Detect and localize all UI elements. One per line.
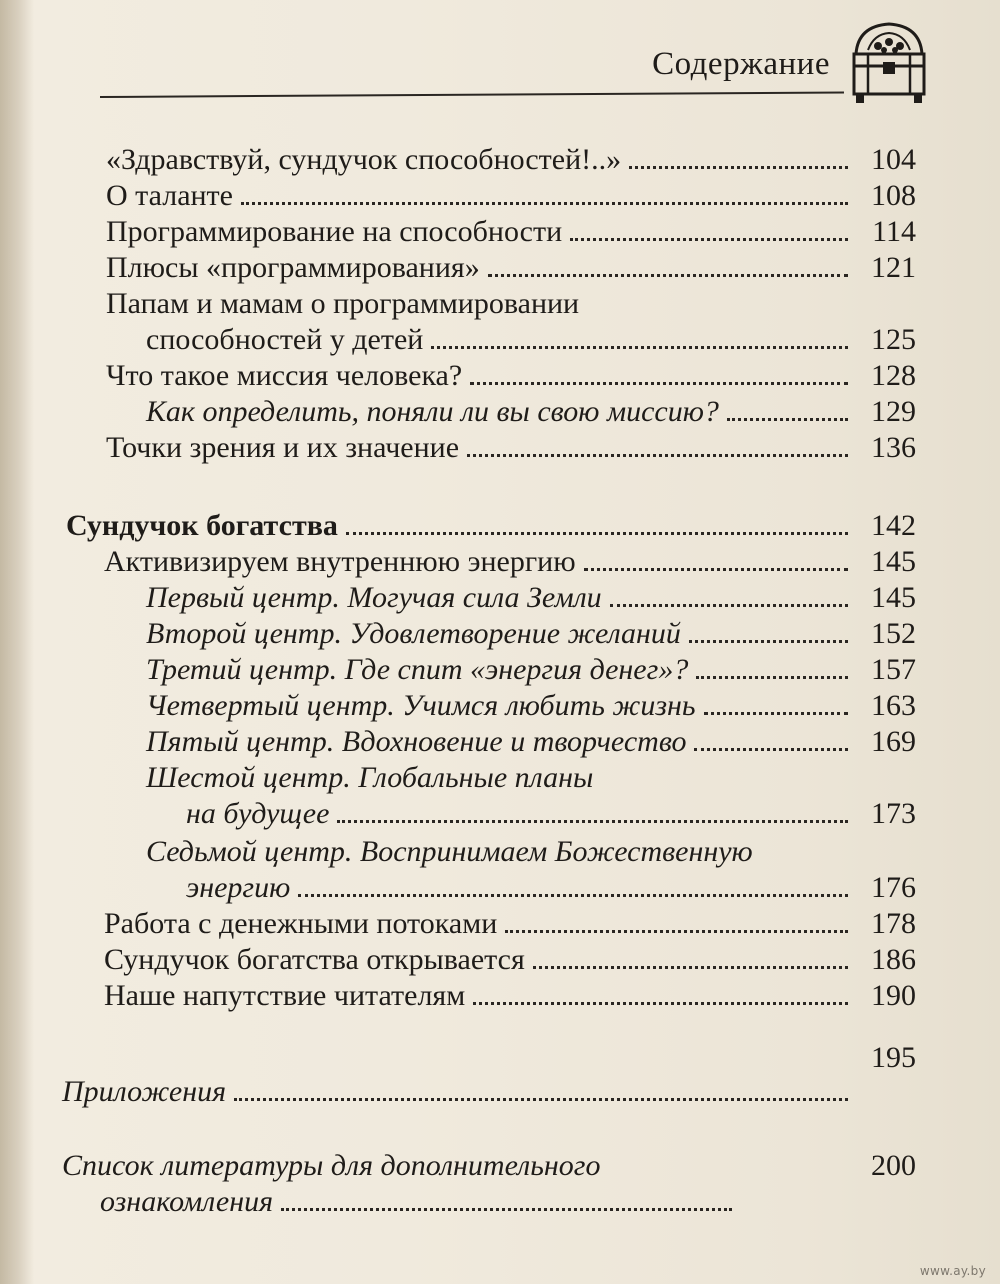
toc-entry-title: Папам и мамам о программировании — [106, 287, 580, 320]
toc-leader-dots — [281, 1208, 732, 1211]
watermark: www.ay.by — [919, 1264, 986, 1278]
toc-entry-page: 195 — [871, 1041, 916, 1074]
toc-entry-page: 121 — [871, 251, 916, 284]
toc-entry[interactable] — [104, 938, 916, 978]
toc-entry[interactable] — [146, 576, 916, 616]
toc-entry-title: Как определить, поняли ли вы свою миссию? — [146, 395, 719, 428]
toc-entry[interactable] — [106, 246, 916, 286]
toc-leader-dots — [610, 604, 848, 607]
toc-leader-dots — [689, 640, 848, 643]
toc-leader-dots — [473, 1002, 848, 1005]
toc-leader-dots — [608, 1172, 848, 1175]
toc-entry-title: Точки зрения и их значение — [106, 431, 460, 464]
toc-entry-page: 104 — [871, 143, 916, 176]
toc-entry[interactable] — [146, 390, 916, 430]
toc-entry-title: «Здравствуй, сундучок способностей!..» — [106, 143, 622, 176]
toc-entry-page: 145 — [871, 581, 916, 614]
toc-entry-title: Четвертый центр. Учимся любить жизнь — [146, 689, 696, 722]
toc-entry-title: Программирование на способности — [106, 215, 563, 248]
toc-entry-title: Первый центр. Могучая сила Земли — [146, 581, 602, 614]
toc-entry-title: энергию — [186, 871, 291, 904]
toc-entry[interactable] — [146, 720, 916, 760]
toc-entry[interactable] — [106, 282, 916, 322]
toc-leader-dots — [488, 274, 848, 277]
toc-leader-dots — [696, 676, 848, 679]
toc-entry-page: 200 — [871, 1149, 916, 1182]
toc-entry-page: 173 — [871, 797, 916, 830]
toc-entry-page: 176 — [871, 871, 916, 904]
toc-leader-dots — [234, 1098, 848, 1101]
toc-entry-page: 145 — [871, 545, 916, 578]
toc-section-entry[interactable] — [62, 1041, 916, 1110]
toc-entry-page: 128 — [871, 359, 916, 392]
toc-entry[interactable] — [106, 354, 916, 394]
toc-leader-dots — [694, 748, 848, 751]
toc-entry[interactable] — [146, 648, 916, 688]
toc-entry-title: Что такое миссия человека? — [106, 359, 463, 392]
toc-entry-title: Сундучок богатства открывается — [104, 943, 525, 976]
toc-leader-dots — [505, 930, 848, 933]
toc-entry[interactable] — [146, 318, 916, 358]
toc-entry-title: Приложения — [62, 1075, 227, 1108]
toc-entry[interactable] — [146, 756, 916, 796]
toc-leader-dots — [570, 238, 848, 241]
toc-entry[interactable] — [106, 138, 916, 178]
toc-leader-dots — [467, 454, 848, 457]
toc-leader-dots — [629, 166, 848, 169]
toc-entry-title: Шестой центр. Глобальные планы — [146, 761, 594, 794]
toc-entry-title: ознакомления — [100, 1185, 274, 1218]
toc-entry[interactable] — [106, 426, 916, 466]
toc-entry[interactable] — [100, 1180, 740, 1220]
toc-entry-title: Сундучок богатства — [66, 509, 338, 542]
toc-entry-title: Второй центр. Удовлетворение желаний — [146, 617, 681, 650]
toc-entry-title: О таланте — [106, 179, 233, 212]
toc-entry-title: способностей у детей — [146, 323, 424, 356]
toc-entry-title: Пятый центр. Вдохновение и творчество — [146, 725, 687, 758]
toc-entry-title: Список литературы для дополнительного — [62, 1149, 601, 1182]
toc-entry-title: Седьмой центр. Воспринимаем Божественную — [146, 835, 753, 868]
toc-leader-dots — [470, 382, 848, 385]
toc-entry[interactable] — [106, 174, 916, 214]
toc-leader-dots — [337, 820, 848, 823]
toc-entry-title: на будущее — [186, 797, 330, 830]
toc-entry[interactable] — [104, 902, 916, 942]
toc-entry[interactable] — [186, 792, 916, 832]
toc-entry-page: 190 — [871, 979, 916, 1012]
toc-leader-dots — [584, 568, 848, 571]
toc-leader-dots — [727, 418, 848, 421]
toc-entry-page: 152 — [871, 617, 916, 650]
toc-entry-title: Третий центр. Где спит «энергия денег»? — [146, 653, 689, 686]
toc-entry-title: Работа с денежными потоками — [104, 907, 498, 940]
toc-entry-title: Активизируем внутреннюю энергию — [104, 545, 576, 578]
toc-entry-page: 157 — [871, 653, 916, 686]
page-header-title: Содержание — [652, 46, 830, 82]
toc-entry[interactable] — [146, 684, 916, 724]
toc-entry-page: 108 — [871, 179, 916, 212]
toc-section-entry[interactable] — [62, 1144, 916, 1184]
toc-entry[interactable] — [106, 210, 916, 250]
toc-entry[interactable] — [104, 540, 916, 580]
toc-leader-dots — [298, 894, 848, 897]
toc-entry[interactable] — [104, 974, 916, 1014]
toc-entry[interactable] — [146, 612, 916, 652]
toc-section-entry[interactable] — [66, 504, 916, 544]
toc-leader-dots — [346, 532, 848, 535]
toc-leader-dots — [704, 712, 848, 715]
toc-leader-dots — [533, 966, 848, 969]
toc-entry-page: 114 — [872, 215, 916, 248]
toc-leader-dots — [241, 202, 848, 205]
toc-leader-dots — [431, 346, 848, 349]
toc-entry-page: 129 — [871, 395, 916, 428]
toc-entry-page: 169 — [871, 725, 916, 758]
toc-entry-page: 125 — [871, 323, 916, 356]
toc-entry-title: Наше напутствие читателям — [104, 979, 466, 1012]
toc-entry-page: 178 — [871, 907, 916, 940]
toc-entry-title: Плюсы «программирования» — [106, 251, 480, 284]
toc-entry[interactable] — [146, 830, 916, 870]
toc-entry[interactable] — [186, 866, 916, 906]
toc-entry-page: 142 — [871, 509, 916, 542]
toc-entry-page: 136 — [871, 431, 916, 464]
toc-entry-page: 163 — [871, 689, 916, 722]
toc-entry-page: 186 — [871, 943, 916, 976]
